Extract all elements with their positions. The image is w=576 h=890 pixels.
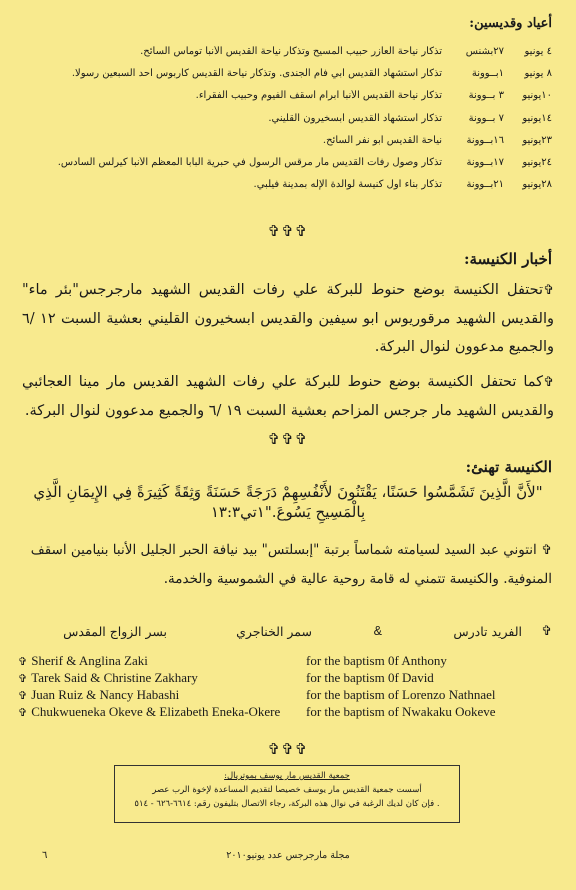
feast-description: تذكار نياحة القديس الأنبا ابرام أسقف الفيوم وحبيب الفقراء.	[195, 90, 442, 102]
baptism-row	[18, 652, 558, 669]
notice-box	[114, 765, 460, 823]
cross-icon: ✞	[18, 705, 28, 719]
feast-coptic-date: ٢٧بشنس	[465, 45, 504, 57]
notice-line: أسست جمعية القديس مار يوسف خصيصا لتقديم المساعدة لإخوة الرب عصر	[152, 785, 422, 795]
feast-day: ٢٣يونيو	[522, 134, 552, 146]
baptism-child: for the baptism 0f Anthony	[306, 652, 447, 668]
cross-divider: ✞✞✞	[267, 222, 309, 240]
cross-divider: ✞✞✞	[267, 740, 309, 758]
cross-divider: ✞✞✞	[267, 430, 309, 448]
baptism-parents	[18, 670, 306, 686]
news-title: أخبار الكنيسة:	[463, 250, 552, 268]
couple-husband: الفريد تادرس	[453, 624, 522, 639]
feast-description: تذكار استشهاد القديس أبي فام الجندى. وتذكار نياحة القديس كاربوس أحد السبعين رسولا.	[71, 67, 442, 79]
parents-names: Sherif & Anglina Zaki	[31, 652, 148, 668]
feast-description: تذكار استشهاد القديس ابسخيرون القليني.	[268, 112, 442, 124]
feast-coptic-date: ٢١بــوونة	[466, 179, 504, 191]
congrats-text: انتوني عبد السيد لسيامته شماساً برتبة "إبسلتس" بيد نيافة الحبر الجليل الأنبا بنيامين اسقف المنوفية. والكنيسة تتمني له قامة روحية عالية في الشموسية والخدمة.	[30, 542, 552, 587]
feast-day: ٨ يونيو	[524, 67, 552, 79]
feast-description: تذكار نياحة العازر حبيب المسيح وتذكار نياحة القديس الأنبا توماس السائح.	[140, 45, 442, 57]
feast-description: تذكار بناء أول كنيسة لوالدة الإله بمدينة فيلبي.	[253, 179, 442, 191]
parents-names: Juan Ruiz & Nancy Habashi	[31, 686, 180, 702]
baptism-parents	[18, 687, 306, 703]
feast-day: ٢٨يونيو	[522, 179, 552, 191]
feast-row	[28, 62, 552, 84]
congrats-paragraph	[24, 536, 552, 593]
feast-row	[28, 151, 552, 173]
feast-day: ٤ يونيو	[524, 45, 552, 57]
feast-coptic-date: ١بــوونة	[471, 67, 504, 79]
marriage-note: بسر الزواج المقدس	[63, 624, 167, 639]
feasts-title: أعياد وقديسين:	[469, 16, 552, 31]
feast-description: نياحة القديس أبو نفر السائح.	[322, 134, 442, 146]
cross-icon: ✞	[543, 283, 554, 298]
baptism-arabic-line	[28, 624, 552, 646]
baptism-row	[18, 703, 558, 720]
feast-row	[28, 174, 552, 196]
baptism-list	[18, 652, 558, 720]
feast-coptic-date: ١٦بــوونة	[466, 134, 504, 146]
cross-icon: ✞	[18, 688, 28, 702]
feasts-list	[28, 40, 552, 196]
baptism-child: for the baptism of Nwakaku Ookeve	[306, 703, 496, 719]
baptism-parents	[18, 653, 306, 669]
baptism-row	[18, 669, 558, 686]
news-paragraph-1	[22, 276, 554, 361]
cross-icon: ✞	[541, 543, 552, 558]
feast-day: ٢٤يونيو	[522, 157, 552, 169]
feast-row	[28, 40, 552, 62]
news-paragraph-2	[22, 368, 554, 425]
baptism-row	[18, 686, 558, 703]
baptism-child: for the baptism 0f David	[306, 669, 434, 685]
page-number: ٦	[42, 850, 48, 861]
feast-day: ١٤يونيو	[522, 112, 552, 124]
cross-icon: ✞	[541, 624, 552, 639]
feast-description: تذكار وصول رفات القديس مار مرقس الرسول في حبرية البابا المعظم الأنبا كيرلس السادس.	[57, 157, 442, 169]
footer-journal: مجلة مارجرجس عدد يونيو٢٠١٠	[226, 850, 350, 861]
news-text-2: كما تحتفل الكنيسة بوضع حنوط للبركة علي رفات الشهيد القديس مار مينا العجائبي والقديس الشهيد مار جرجس المزاحم بعشية السبت ١٩ /٦ والجميع مدعوون لنوال البركة.	[22, 374, 554, 419]
couple-wife: سمر الخناجري	[236, 624, 312, 639]
congrats-title: الكنيسة تهنئ:	[465, 458, 552, 476]
news-text-1: تحتفل الكنيسة بوضع حنوط للبركة علي رفات القديس الشهيد مارجرجس"بئر ماء" والقديس الشهيد مرقوريوس ابو سيفين والقديس ابسخيرون القليني بعشية السبت ١٢ /٦ والجميع مدعوون لنوال البركة.	[22, 282, 555, 355]
feast-coptic-date: ١٧بــوونة	[466, 157, 504, 169]
ampersand: &	[373, 624, 382, 638]
feast-coptic-date: ٧ بــوونة	[468, 112, 504, 124]
baptism-child: for the baptism of Lorenzo Nathnael	[306, 686, 496, 702]
cross-icon: ✞	[18, 654, 28, 668]
parents-names: Tarek Said & Christine Zakhary	[31, 669, 198, 685]
parents-names: Chukwueneka Okeve & Elizabeth Eneka-Okere	[31, 703, 281, 719]
cross-icon: ✞	[543, 375, 554, 390]
feast-row	[28, 85, 552, 107]
feast-row	[28, 129, 552, 151]
feast-day: ١٠يونيو	[522, 90, 552, 102]
baptism-parents	[18, 704, 306, 720]
feast-coptic-date: ٣ بــوونة	[468, 90, 504, 102]
notice-line: . فإن كان لديك الرغبة في نوال هذه البركة، رجاء الاتصال بتليفون رقم: ٦٦١٤-٦٢٦ - ٥١٤	[134, 799, 440, 809]
feast-row	[28, 107, 552, 129]
cross-icon: ✞	[18, 671, 28, 685]
verse: "لأَنَّ الَّذِينَ تَشَمَّسُوا حَسَنًا، يَقْتَنُونَ لأَنْفُسِهِمْ دَرَجَةً حَسَنَةً وَثِقَةً كَثِيرَةً فِي الإِيمَانِ الَّذِي بِالْمَسِيحِ يَسُوعَ."١تي١٣:٣	[33, 483, 543, 521]
notice-title: جمعية القديس مار يوسف بموتريال:	[224, 771, 350, 781]
